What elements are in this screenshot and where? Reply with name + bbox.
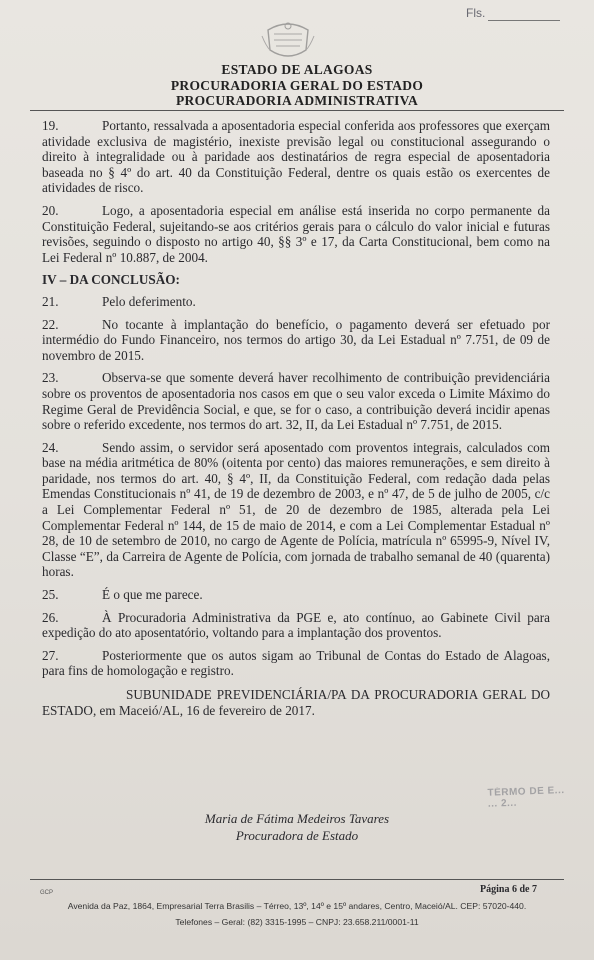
paragraph-text: Sendo assim, o servidor será aposentado com proventos integrais, calculados com base na média aritmética de 80% (oitenta por cento) das maiores remunerações, e sem direito à paridade, nos termos do art. 40, § 4º, II, da Constituição Federal, com redação dada pelas Emendas Constitucionais nº 41, de 19 de dezembro de 2003, e nº 47, de 5 de julho de 2005, c/c a Lei Complementar Federal nº 51, de 20 de dezembro de 1985, alterada pela Lei Complementar Federal nº 144, de 15 de maio de 2014, e com a Lei Complementar Estadual nº 28, de 10 de setembro de 2010, no cargo de Agente de Polícia, matrícula nº 65995-9, Nível IV, Classe “E”, da Carreira de Agente de Polícia, com jornada de trabalho semanal de 40 (quarenta) horas. [42,439,550,580]
paragraph-text: É o que me parece. [102,587,203,603]
section-heading-conclusion: IV – DA CONCLUSÃO: [42,272,180,288]
header-office: PROCURADORIA GERAL DO ESTADO [170,78,424,93]
state-crest-icon [260,16,316,64]
paragraph-text: Logo, a aposentadoria especial em análise está inserida no corpo permanente da Constituição Federal, sujeitando-se aos critérios gerais para o cálculo do valor inicial e futuras revisões, seguindo o disposto no artigo 40, §§ 3º e 17, da Carta Constitucional, bem como na Lei Federal nº 10.887, de 2004. [42,202,550,265]
paragraph-24 [42,440,550,580]
closing-statement: SUBUNIDADE PREVIDENCIÁRIA/PA DA PROCURADORIA GERAL DO ESTADO, em Maceió/AL, 16 de fevereiro de 2017. [42,687,550,718]
paragraph-27 [42,648,550,679]
footer-contacts: Telefones – Geral: (82) 3315-1995 – CNPJ: 23.658.211/0001-11 [175,917,419,927]
header-department: PROCURADORIA ADMINISTRATIVA [175,93,418,108]
document-body [42,118,550,725]
paragraph-19 [42,118,550,196]
stamp-line: TÉRMO DE E... [487,785,565,799]
paragraph-number: 24. [42,439,59,455]
paragraph-number: 25. [42,587,59,603]
paragraph-number: 20. [42,202,59,218]
paragraph-text: Portanto, ressalvada a aposentadoria especial conferida aos professores que exerçam atividade exclusiva de magistério, inexiste previsão legal ou constitucional assegurando o direito à integralidade ou à paridade aos destinatários de regra especial de aposentadoria baseada no § 4º do art. 40 da Constituição Federal, dentre os quais estão os exercentes de atividades de risco. [42,118,550,196]
paragraph-20 [42,203,550,265]
paragraph-text: Pelo deferimento. [102,293,196,309]
paragraph-text: Posteriormente que os autos sigam ao Tribunal de Contas do Estado de Alagoas, para fins de homologação e registro. [42,647,550,679]
footer-address: Avenida da Paz, 1864, Empresarial Terra Brasilis – Térreo, 13º, 14º e 15º andares, Centro, Maceió/AL. CEP: 57020-440. [67,901,527,911]
paragraph-number: 22. [42,316,59,332]
paragraph-number: 19. [42,118,59,133]
paragraph-text: No tocante à implantação do benefício, o pagamento deverá ser efetuado por intermédio do Fundo Financeiro, nos termos do artigo 30, da Lei Estadual nº 7.751, de 09 de novembro de 2015. [42,316,550,363]
paragraph-number: 27. [42,647,59,663]
folio-line [488,20,560,21]
paragraph-number: 21. [42,293,59,309]
paragraph-26 [42,610,550,641]
folio-label: Fls. [466,6,486,20]
page-number: Página 6 de 7 [480,884,537,895]
paragraph-22 [42,317,550,364]
paragraph-text: Observa-se que somente deverá haver recolhimento de contribuição previdenciária sobre os proventos de aposentadoria nos casos em que o seu valor exceda o Limite Máximo do Regime Geral de Previdência Social, e que, se for o caso, a contribuição deverá incidir apenas sobre o referido excedente, nos termos do art. 32, II, da Lei Estadual nº 7.751, de 2015. [42,370,550,433]
paragraph-25 [42,587,550,603]
stamp-line: ... 2... [487,797,518,810]
header-state: ESTADO DE ALAGOAS [221,62,373,77]
header-divider [30,110,564,111]
paragraph-number: 26. [42,609,59,625]
footer-divider [30,879,564,880]
signatory-title: Procuradora de Estado [235,828,359,843]
paragraph-text: À Procuradoria Administrativa da PGE e, ato contínuo, ao Gabinete Civil para expedição do ato aposentatório, voltando para a implantação dos proventos. [42,609,550,641]
paragraph-number: 23. [42,370,59,386]
signatory-name: Maria de Fátima Medeiros Tavares [204,811,390,826]
paragraph-23 [42,370,550,432]
footer-code: GCP [40,890,54,896]
paragraph-21 [42,294,550,310]
